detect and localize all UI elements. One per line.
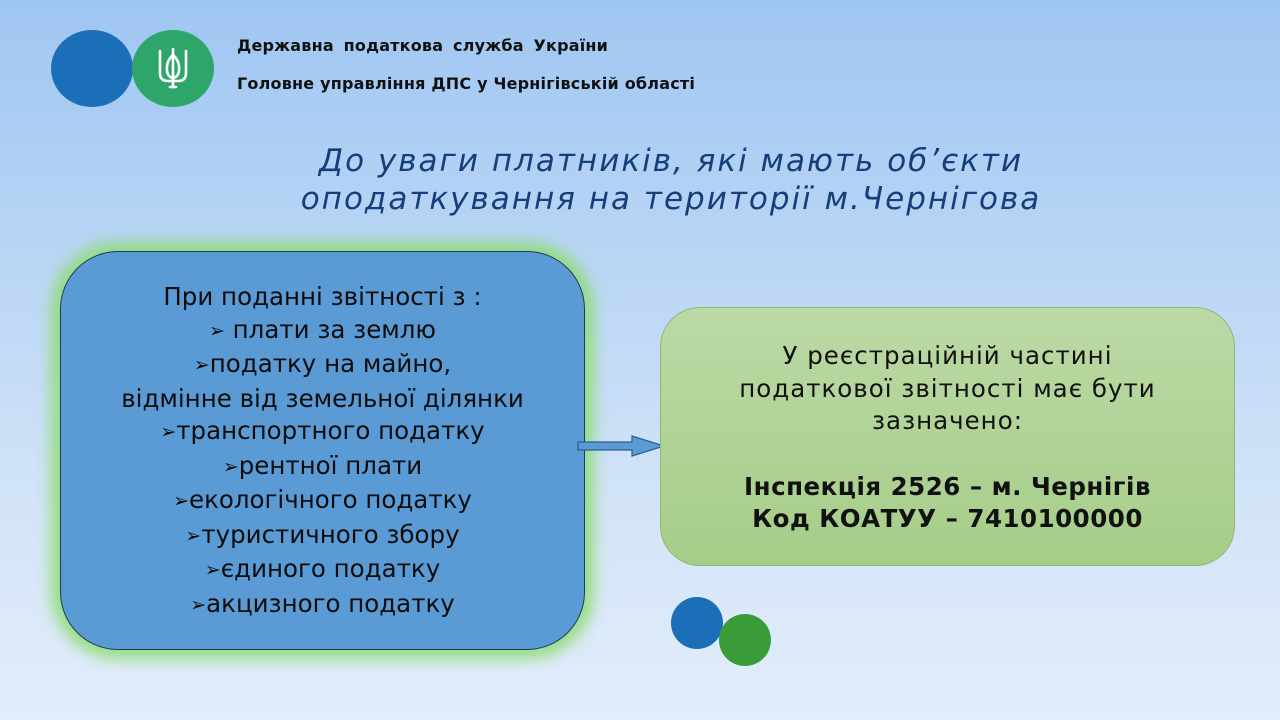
decor-green-circle [719,614,771,666]
bullet-arrow-icon: ➢ [160,421,177,443]
trident-icon [156,47,190,91]
org-name: Державна податкова служба України [237,36,609,55]
title-line-1: До уваги платників, які мають об’єкти [318,143,1024,179]
tax-item: ➢єдиного податку [204,554,441,583]
tax-item: ➢туристичного збору [185,519,460,549]
registration-codes [744,471,1151,535]
bullet-arrow-icon: ➢ [173,490,190,512]
registration-info-box [660,307,1235,566]
tax-item: ➢податку на майно, [193,349,452,378]
logo-blue-circle [51,30,133,107]
inspection-code: Інспекція 2526 – м. Чернігів [744,471,1151,501]
tax-item: ➢рентної плати [222,450,423,480]
tax-types-box [60,251,585,650]
tax-item: ➢екологічного податку [173,485,472,514]
tax-item: ➢акцизного податку [190,588,455,618]
koatuu-code: Код КОАТУУ – 7410100000 [752,503,1143,533]
right-arrow-icon [577,435,667,457]
bullet-arrow-icon: ➢ [193,354,210,376]
bullet-arrow-icon: ➢ [204,559,221,581]
bullet-arrow-icon: ➢ [185,524,202,547]
decor-blue-circle [671,597,723,649]
registration-note: У реєстраційній частині податкової звітності має бути зазначено: [739,341,1156,435]
tax-item: ➢ плати за землю [208,314,437,344]
bullet-arrow-icon: ➢ [222,455,239,478]
page-title [0,142,1280,218]
tax-item-continuation: відмінне від земельної ділянки [121,383,524,413]
logo-green-circle [132,30,214,107]
title-line-2: оподаткування на території м.Чернігова [300,181,1042,217]
bullet-arrow-icon: ➢ [208,319,225,342]
bullet-arrow-icon: ➢ [190,593,207,616]
tax-types-heading: При поданні звітності з : [163,282,482,311]
office-name: Головне управління ДПС у Чернігівській області [237,74,696,93]
tax-item: ➢транспортного податку [160,416,485,445]
